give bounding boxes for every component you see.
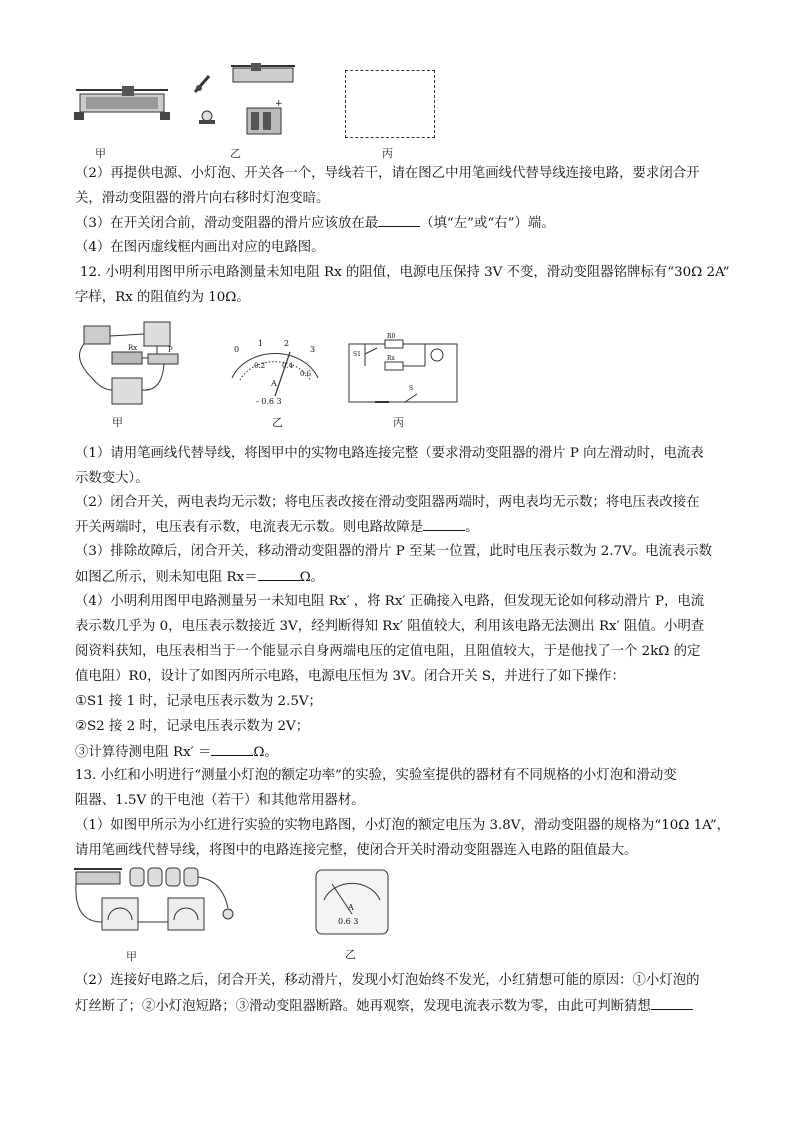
svg-text:S: S bbox=[409, 385, 414, 392]
svg-text:+: + bbox=[275, 99, 283, 109]
punctuation: 。 bbox=[465, 520, 479, 535]
meter-terminals: 0.6 3 bbox=[338, 917, 359, 926]
q11-part4: （4）在图丙虚线框内画出对应的电路图。 bbox=[75, 240, 325, 255]
q12-step3-text: ③计算待测电阻 Rx′ ＝ bbox=[75, 745, 212, 760]
meter-tick-label: 1 bbox=[258, 339, 264, 348]
q12-part4-line1: （4）小明利用图甲电路测量另一未知电阻 Rx′ ，将 Rx′ 正确接入电路，但发现无论如何移动滑片 P，电流 bbox=[75, 594, 705, 609]
meter-tick-label: 0.6 bbox=[300, 370, 312, 378]
figure-caption-yi: 乙 bbox=[230, 147, 241, 160]
q12-part3-line2 bbox=[75, 566, 735, 589]
q12-part1-line2: 示数变大）。 bbox=[75, 471, 149, 486]
dashed-box-bing bbox=[345, 70, 435, 138]
unit-text: Ω。 bbox=[253, 745, 278, 760]
figure-caption-bing: 丙 bbox=[393, 416, 404, 429]
physical-circuit-figure-jia bbox=[72, 318, 182, 410]
svg-text:S1: S1 bbox=[353, 351, 361, 358]
q12-part3-text: 如图乙所示，则未知电阻 Rx＝ bbox=[75, 570, 258, 585]
q11-part2-line1: （2）再提供电源、小灯泡、开关各一个，导线若干，请在图乙中用笔画线代替导线连接电路，要求闭合开 bbox=[75, 166, 700, 181]
meter-unit: A bbox=[348, 903, 354, 912]
q12-step2: ②S2 接 2 时，记录电压表示数为 2V； bbox=[75, 719, 310, 734]
q12-step1: ①S1 接 1 时，记录电压表示数为 2.5V； bbox=[75, 694, 322, 709]
answer-blank[interactable] bbox=[423, 516, 465, 531]
q12-part4-line2: 表示数几乎为 0，电压表示数接近 3V，经判断得知 Rx′ 阻值较大，利用该电路无法测出 Rx′ 阻值。小明查 bbox=[75, 619, 705, 634]
q13-stem-line1: 13. 小红和小明进行“测量小灯泡的额定功率”的实验，实验室提供的器材有不同规格的小灯泡和滑动变 bbox=[75, 768, 677, 783]
figure-caption-yi: 乙 bbox=[272, 416, 283, 429]
q12-part1-line1: （1）请用笔画线代替导线，将图甲中的实物电路连接完整（要求滑动变阻器的滑片 P 向左滑动时，电流表 bbox=[75, 446, 704, 461]
answer-blank[interactable] bbox=[258, 566, 300, 581]
ammeter-dial-figure-yi bbox=[220, 338, 330, 408]
rheostat-figure-jia bbox=[72, 80, 172, 130]
physical-circuit-figure-jia bbox=[72, 862, 247, 936]
q12-part2-line1: （2）闭合开关，两电表均无示数；将电压表改接在滑动变阻器两端时，两电表均无示数；将电压表改接在 bbox=[75, 495, 700, 510]
q11-part2-line2: 关，滑动变阻器的滑片向右移时灯泡变暗。 bbox=[75, 191, 330, 206]
figure-caption-bing: 丙 bbox=[382, 147, 393, 160]
q12-part2-line2 bbox=[75, 516, 735, 539]
q13-part1-line2: 请用笔画线代替导线，将图中的电路连接完整，使闭合开关时滑动变阻器连入电路的阻值最大。 bbox=[75, 843, 638, 858]
q11-part3 bbox=[75, 212, 735, 235]
q13-part2-text: 灯丝断了；②小灯泡短路；③滑动变阻器断路。她再观察，发现电流表示数为零，由此可判断猜想 bbox=[75, 999, 651, 1014]
q12-stem-line2: 字样，Rx 的阻值约为 10Ω。 bbox=[75, 290, 250, 305]
answer-blank[interactable] bbox=[378, 212, 420, 227]
figure-caption-jia: 甲 bbox=[112, 416, 123, 429]
meter-tick-label: 0.4 bbox=[282, 362, 294, 370]
q12-part4-line4: 值电阻）R0，设计了如图丙所示电路，电源电压恒为 3V。闭合开关 S，并进行了如下操作： bbox=[75, 669, 625, 684]
meter-tick-label: 0.2 bbox=[254, 362, 266, 370]
q12-stem-line1: 12. 小明利用图甲所示电路测量未知电阻 Rx 的阻值，电源电压保持 3V 不变，滑动变阻器铭牌标有“30Ω 2A” bbox=[80, 265, 730, 280]
q13-part1-line1: （1）如图甲所示为小红进行实验的实物电路图，小灯泡的额定电压为 3.8V，滑动变阻器的规格为“10Ω 1A”， bbox=[75, 818, 731, 833]
circuit-diagram-figure-bing bbox=[345, 332, 465, 408]
svg-text:Rx: Rx bbox=[387, 355, 395, 362]
figure-caption-jia: 甲 bbox=[126, 950, 137, 963]
meter-terminals: - 0.6 3 bbox=[256, 397, 282, 406]
q12-part4-line3: 阅资料获知，电压表相当于一个能显示自身两端电压的定值电阻，且阻值较大，于是他找了一个 2kΩ 的定 bbox=[75, 644, 701, 659]
q13-part2-line1: （2）连接好电路之后，闭合开关，移动滑片，发现小灯泡始终不发光，小红猜想可能的原因：①小灯泡的 bbox=[75, 973, 700, 988]
q13-part2-line2 bbox=[75, 995, 735, 1018]
answer-blank[interactable] bbox=[211, 741, 253, 756]
svg-text:Rx: Rx bbox=[128, 344, 138, 352]
meter-tick-label: 0 bbox=[234, 345, 240, 354]
svg-text:R0: R0 bbox=[387, 333, 396, 340]
meter-tick-label: 3 bbox=[310, 345, 316, 354]
components-figure-yi bbox=[185, 62, 295, 142]
q13-stem-line2: 阻器、1.5V 的干电池（若干）和其他常用器材。 bbox=[75, 793, 365, 808]
q11-part3-text-a: （3）在开关闭合前，滑动变阻器的滑片应该放在最 bbox=[75, 216, 379, 231]
q12-step3 bbox=[75, 741, 735, 764]
answer-blank[interactable] bbox=[651, 995, 693, 1010]
svg-text:P: P bbox=[168, 346, 173, 354]
figure-caption-jia: 甲 bbox=[95, 147, 106, 160]
ammeter-dial-figure-yi bbox=[312, 866, 392, 938]
meter-tick-label: 2 bbox=[284, 339, 290, 348]
meter-unit: A bbox=[271, 379, 277, 388]
q12-part2-text: 开关两端时，电压表有示数，电流表无示数。则电路故障是 bbox=[75, 520, 424, 535]
q11-part3-text-b: （填“左”或“右”）端。 bbox=[420, 216, 555, 231]
q12-part3-line1: （3）排除故障后，闭合开关，移动滑动变阻器的滑片 P 至某一位置，此时电压表示数为 2.7V。电流表示数 bbox=[75, 544, 713, 559]
unit-text: Ω。 bbox=[299, 570, 325, 585]
figure-caption-yi: 乙 bbox=[345, 948, 356, 961]
